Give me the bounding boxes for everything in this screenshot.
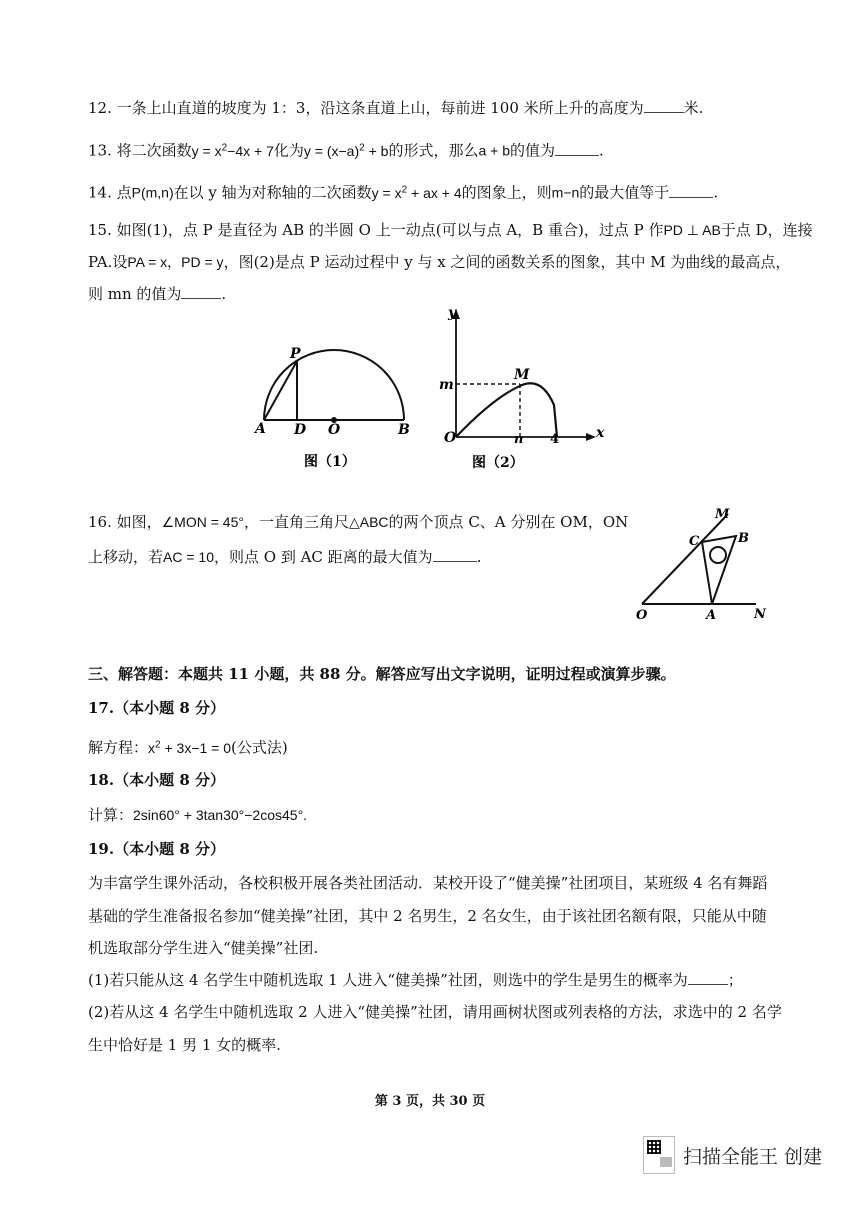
q14-end: 的最大值等于 — [579, 183, 670, 202]
q14-func: $y = x^2$ + ax + 4 — [371, 184, 462, 201]
section-3-heading: 三、解答题：本题共 11 小题，共 88 分。解答应写出文字说明，证明过程或演算步骤。 — [88, 665, 676, 683]
q13-pre: 13. 将二次函数 — [88, 141, 192, 160]
question-12 — [88, 98, 703, 118]
q12-unit: 米. — [683, 99, 704, 117]
question-13: 13. 将二次函数$y = x^2-4x + 7$化为$y = (x-a)^2 + b$的形式，那么a + b的值为 . — [88, 141, 604, 160]
label-N: N — [754, 607, 766, 622]
question-17-heading: 17.（本小题 8 分） — [88, 699, 225, 717]
answer-blank — [688, 970, 728, 985]
label-n: n — [514, 432, 524, 447]
axis-label-x: x — [596, 425, 605, 441]
question-15-line-2: PA.设PA = x，PD = y，图(2)是点 P 运动过程中 y 与 x 之间的函数关系的图象，其中 M 为曲线的最高点， — [88, 253, 791, 271]
page-footer: 第 3 页，共 30 页 — [374, 1094, 486, 1109]
question-19-heading: 19.（本小题 8 分） — [88, 840, 225, 858]
label-M: M — [715, 507, 730, 522]
answer-blank — [669, 183, 713, 198]
caption-figure-1: 图（1） — [304, 454, 356, 470]
label-O: O — [636, 608, 648, 623]
label-B: B — [738, 531, 749, 546]
q18-expression: 2sin60° + 3tan30°−2cos45°. — [133, 807, 308, 823]
label-D: D — [294, 422, 307, 438]
brand-text: 扫描全能王 创建 — [683, 1146, 823, 1168]
label-M: M — [514, 367, 530, 383]
q13-f1: $y = x^2-4x + 7$ — [191, 142, 274, 159]
answer-blank — [181, 284, 221, 299]
question-19-sub-2-line-1: (2)若从这 4 名学生中随机选取 2 人进入“健美操”社团，请用画树状图或列表格的方法，求选中的 2 名学 — [88, 1003, 782, 1021]
axis-label-y: y — [448, 305, 457, 321]
label-P: P — [290, 346, 301, 362]
label-A: A — [706, 608, 717, 623]
q14-pre: 14. 点 — [88, 183, 132, 202]
question-15-line-1: 15. 如图(1)，点 P 是直径为 AB 的半圆 O 上一动点(可以与点 A，B 重合)，过点 P 作PD ⊥ AB于点 D，连接 — [88, 221, 813, 239]
question-19-paragraph-1: 为丰富学生课外活动，各校积极开展各类社团活动．某校开设了“健美操”社团项目，某班级 4 名有舞蹈 — [88, 874, 768, 892]
q13-end: 的值为 — [509, 141, 555, 160]
q13-post: 的形式，那么 — [388, 141, 479, 160]
question-16-line-1: 16. 如图，∠MON = 45°，一直角三角尺△ABC的两个顶点 C、A 分别在 OM，ON — [88, 513, 629, 531]
q12-text: 12. 一条上山直道的坡度为 1：3，沿这条直道上山，每前进 100 米所上升的高度为 — [88, 99, 644, 117]
q14-post: 的图象上，则 — [461, 183, 552, 202]
question-19-sub-2-line-2: 生中恰好是 1 男 1 女的概率. — [88, 1036, 281, 1054]
q13-ab: a + b — [478, 142, 510, 159]
q14-mid: 在以 y 轴为对称轴的二次函数 — [173, 183, 372, 202]
q17-equation: $x^2 + 3x-1 = 0$ — [148, 739, 232, 756]
question-17-body: 解方程：$x^2 + 3x-1 = 0$(公式法) — [88, 738, 288, 757]
question-19-paragraph-2: 基础的学生准备报名参加“健美操”社团，其中 2 名男生，2 名女生，由于该社团名额有限，只能从中随 — [88, 907, 767, 925]
answer-blank — [433, 547, 477, 562]
question-16-line-2: 上移动，若AC = 10，则点 O 到 AC 距离的最大值为 . — [88, 548, 482, 566]
q13-mid: 化为 — [273, 141, 304, 160]
figure-2-graph — [432, 305, 612, 475]
label-A: A — [255, 421, 266, 437]
question-15-line-3: 则 mn 的值为 . — [88, 285, 227, 303]
q13-f2: $y = (x-a)^2 + b$ — [303, 142, 389, 159]
label-m: m — [439, 377, 454, 393]
question-19-paragraph-3: 机选取部分学生进入“健美操”社团. — [88, 939, 319, 957]
q14-point: P(m,n) — [131, 184, 174, 201]
question-19-sub-1: (1)若只能从这 4 名学生中随机选取 1 人进入“健美操”社团，则选中的学生是男生的概率为 ； — [88, 971, 743, 989]
label-B: B — [398, 422, 410, 438]
answer-blank — [644, 98, 684, 113]
label-origin: O — [444, 430, 457, 446]
scanner-watermark — [643, 1136, 843, 1176]
qr-code-icon — [643, 1136, 675, 1174]
label-C: C — [689, 534, 700, 549]
answer-blank — [555, 141, 599, 156]
label-O: O — [328, 422, 341, 438]
q14-mn: m−n — [551, 184, 580, 201]
question-14: 14. 点P(m,n)在以 y 轴为对称轴的二次函数$y = x^2$ + ax + 4的图象上，则m−n的最大值等于 . — [88, 183, 719, 202]
label-4: 4 — [550, 432, 560, 447]
question-18-heading: 18.（本小题 8 分） — [88, 771, 225, 789]
figure-1-semicircle — [252, 340, 422, 475]
figure-3-triangle — [630, 500, 775, 625]
question-18-body: 计算：2sin60° + 3tan30°−2cos45°. — [88, 806, 308, 824]
caption-figure-2: 图（2） — [472, 455, 524, 471]
